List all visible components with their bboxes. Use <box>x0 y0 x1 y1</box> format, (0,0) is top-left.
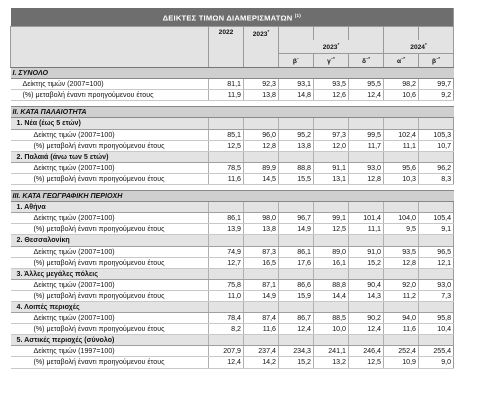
subsection-row <box>11 202 454 213</box>
subsection-blank-cell <box>314 235 349 246</box>
value-cell-q3-2023: 10,0 <box>314 324 349 335</box>
subsection-blank-cell <box>384 235 419 246</box>
section-title: II. ΚΑΤΑ ΠΑΛΑΙΟΤΗΤΑ <box>11 107 454 118</box>
table-row <box>11 290 454 301</box>
subsection-blank-cell <box>419 118 454 129</box>
subsection-blank-cell <box>279 118 314 129</box>
header-row-years <box>11 26 454 40</box>
value-cell-q3-2023: 99,1 <box>314 213 349 224</box>
value-cell-q1-2024: 10,9 <box>384 357 419 368</box>
value-cell-q2-2024: 105,4 <box>419 213 454 224</box>
table-row <box>11 313 454 324</box>
value-cell-q2-2023: 86,7 <box>279 313 314 324</box>
table-row <box>11 173 454 184</box>
subsection-blank-cell <box>349 301 384 312</box>
header-blank <box>11 26 209 40</box>
subsection-blank-cell <box>384 335 419 346</box>
subsection-blank-cell <box>244 118 279 129</box>
subsection-blank-cell <box>209 268 244 279</box>
value-cell-q2-2024: 7,3 <box>419 290 454 301</box>
value-cell-q2-2024: 96,5 <box>419 246 454 257</box>
value-cell-q1-2024: 94,0 <box>384 313 419 324</box>
apartment-price-index-table <box>10 8 454 369</box>
value-cell-q2-2024: 95,8 <box>419 313 454 324</box>
value-cell-2022: 11,6 <box>209 173 244 184</box>
table-title-text: ΔΕΙΚΤΕΣ ΤΙΜΩΝ ΔΙΑΜΕΡΙΣΜΑΤΩΝ <box>162 13 293 23</box>
value-cell-2022: 8,2 <box>209 324 244 335</box>
header-blank-q1 <box>384 26 419 40</box>
subsection-blank-cell <box>384 301 419 312</box>
section-title: III. ΚΑΤΑ ΓΕΩΓΡΑΦΙΚΗ ΠΕΡΙΟΧΗ <box>11 191 454 202</box>
value-cell-q4-2023: 246,4 <box>349 346 384 357</box>
value-cell-q4-2023: 11,7 <box>349 140 384 151</box>
subsection-blank-cell <box>209 202 244 213</box>
value-cell-q4-2023: 12,8 <box>349 173 384 184</box>
value-cell-q3-2023: 93,5 <box>314 79 349 90</box>
value-cell-q1-2024: 9,5 <box>384 224 419 235</box>
subsection-blank-cell <box>279 151 314 162</box>
subsection-blank-cell <box>349 235 384 246</box>
header-group-2023-note: * <box>337 41 340 47</box>
value-cell-q3-2023: 88,8 <box>314 279 349 290</box>
value-cell-q3-2023: 12,5 <box>314 224 349 235</box>
price-index-table-container <box>10 8 453 369</box>
header-quarter-note: * <box>368 55 370 61</box>
value-cell-q2-2023: 96,7 <box>279 213 314 224</box>
header-blank-2023 <box>244 53 279 67</box>
subsection-blank-cell <box>209 151 244 162</box>
subsection-row <box>11 235 454 246</box>
value-cell-q2-2023: 15,9 <box>279 290 314 301</box>
row-label: Δείκτης τιμών (1997=100) <box>11 346 209 357</box>
subsection-blank-cell <box>384 202 419 213</box>
row-label: Δείκτης τιμών (2007=100) <box>11 279 209 290</box>
table-row <box>11 346 454 357</box>
subsection-blank-cell <box>244 301 279 312</box>
header-group-2024 <box>384 40 454 54</box>
subsection-blank-cell <box>314 301 349 312</box>
value-cell-2023: 16,5 <box>244 257 279 268</box>
row-label: (%) μεταβολή έναντι προηγούμενου έτους <box>11 140 209 151</box>
value-cell-q2-2023: 14,9 <box>279 224 314 235</box>
value-cell-2022: 85,1 <box>209 129 244 140</box>
value-cell-q3-2023: 12,0 <box>314 140 349 151</box>
subsection-blank-cell <box>419 268 454 279</box>
subsection-row <box>11 268 454 279</box>
value-cell-q3-2023: 88,5 <box>314 313 349 324</box>
subsection-blank-cell <box>279 202 314 213</box>
value-cell-q4-2023: 93,0 <box>349 162 384 173</box>
value-cell-q3-2023: 91,1 <box>314 162 349 173</box>
value-cell-q4-2023: 95,5 <box>349 79 384 90</box>
table-row <box>11 224 454 235</box>
table-row <box>11 213 454 224</box>
header-blank-q4 <box>349 26 384 40</box>
value-cell-q1-2024: 93,5 <box>384 246 419 257</box>
row-label: (%) μεταβολή έναντι προηγούμενου έτους <box>11 173 209 184</box>
subsection-blank-cell <box>419 151 454 162</box>
value-cell-q1-2024: 102,4 <box>384 129 419 140</box>
section-by-region <box>11 191 454 202</box>
subsection-blank-cell <box>419 235 454 246</box>
table-title-row <box>11 8 454 26</box>
row-label: (%) μεταβολή έναντι προηγούμενου έτους <box>11 324 209 335</box>
subsection-blank-cell <box>419 301 454 312</box>
header-quarter-q4-2023 <box>349 53 384 67</box>
subsection-blank-cell <box>209 335 244 346</box>
value-cell-q1-2024: 11,6 <box>384 324 419 335</box>
value-cell-q4-2023: 15,2 <box>349 257 384 268</box>
subsection-row <box>11 151 454 162</box>
subsection-blank-cell <box>349 335 384 346</box>
subsection-blank-cell <box>244 268 279 279</box>
header-quarter-q3-2023 <box>314 53 349 67</box>
header-year-2023-note: * <box>267 28 270 34</box>
value-cell-q2-2024: 12,1 <box>419 257 454 268</box>
value-cell-2023: 96,0 <box>244 129 279 140</box>
value-cell-q2-2024: 9,1 <box>419 224 454 235</box>
subsection-row <box>11 118 454 129</box>
value-cell-q1-2024: 10,6 <box>384 90 419 101</box>
value-cell-q3-2023: 14,4 <box>314 290 349 301</box>
value-cell-2023: 87,1 <box>244 279 279 290</box>
value-cell-2023: 13,8 <box>244 90 279 101</box>
value-cell-2022: 78,5 <box>209 162 244 173</box>
value-cell-2022: 207,9 <box>209 346 244 357</box>
value-cell-q4-2023: 12,4 <box>349 324 384 335</box>
header-blank-q3 <box>314 26 349 40</box>
value-cell-q2-2023: 15,5 <box>279 173 314 184</box>
value-cell-q4-2023: 90,4 <box>349 279 384 290</box>
value-cell-2023: 87,3 <box>244 246 279 257</box>
value-cell-q3-2023: 16,1 <box>314 257 349 268</box>
subsection-title: 2. Θεσσαλονίκη <box>11 235 209 246</box>
row-label: (%) μεταβολή έναντι προηγούμενου έτους <box>11 257 209 268</box>
value-cell-2023: 89,9 <box>244 162 279 173</box>
header-blank <box>11 40 209 54</box>
subsection-blank-cell <box>244 235 279 246</box>
row-label: (%) μεταβολή έναντι προηγούμενου έτους <box>11 290 209 301</box>
value-cell-q2-2023: 86,6 <box>279 279 314 290</box>
value-cell-2022: 78,4 <box>209 313 244 324</box>
value-cell-2022: 11,9 <box>209 90 244 101</box>
value-cell-2023: 87,4 <box>244 313 279 324</box>
header-year-2023 <box>244 26 279 40</box>
header-group-2024-note: * <box>424 41 427 47</box>
value-cell-q4-2023: 11,1 <box>349 224 384 235</box>
header-blank-2023 <box>244 40 279 54</box>
value-cell-q4-2023: 99,5 <box>349 129 384 140</box>
value-cell-2022: 12,4 <box>209 357 244 368</box>
value-cell-2023: 14,5 <box>244 173 279 184</box>
header-quarter-label: α΄ <box>396 58 404 66</box>
header-year-2022: 2022 <box>209 26 244 40</box>
header-quarter-note: * <box>403 55 406 61</box>
subsection-title: 1. Αθήνα <box>11 202 209 213</box>
value-cell-q1-2024: 11,2 <box>384 290 419 301</box>
subsection-title: 1. Νέα (έως 5 ετών) <box>11 118 209 129</box>
subsection-blank-cell <box>384 268 419 279</box>
value-cell-q2-2024: 96,2 <box>419 162 454 173</box>
value-cell-q2-2023: 12,4 <box>279 324 314 335</box>
row-label: (%) μεταβολή έναντι προηγούμενου έτους <box>11 357 209 368</box>
value-cell-q4-2023: 90,2 <box>349 313 384 324</box>
subsection-blank-cell <box>279 301 314 312</box>
value-cell-2023: 14,9 <box>244 290 279 301</box>
table-row <box>11 140 454 151</box>
header-row-quarters <box>11 53 454 67</box>
subsection-blank-cell <box>349 118 384 129</box>
subsection-blank-cell <box>209 118 244 129</box>
value-cell-q2-2024: 10,7 <box>419 140 454 151</box>
table-title-footnote: (1) <box>294 13 301 18</box>
header-quarter-label: β΄ <box>432 58 439 66</box>
row-label: Δείκτης τιμών (2007=100) <box>11 213 209 224</box>
subsection-blank-cell <box>314 151 349 162</box>
value-cell-q1-2024: 12,8 <box>384 257 419 268</box>
table-row <box>11 279 454 290</box>
row-label: Δείκτης τιμών (2007=100) <box>11 79 209 90</box>
table-row <box>11 246 454 257</box>
value-cell-q2-2024: 10,4 <box>419 324 454 335</box>
row-label: Δείκτης τιμών (2007=100) <box>11 246 209 257</box>
value-cell-q3-2023: 241,1 <box>314 346 349 357</box>
value-cell-q2-2024: 8,3 <box>419 173 454 184</box>
subsection-blank-cell <box>384 151 419 162</box>
subsection-blank-cell <box>314 268 349 279</box>
value-cell-q2-2024: 105,3 <box>419 129 454 140</box>
subsection-title: 4. Λοιπές περιοχές <box>11 301 209 312</box>
table-row <box>11 129 454 140</box>
subsection-blank-cell <box>419 202 454 213</box>
subsection-title: 2. Παλαιά (άνω των 5 ετών) <box>11 151 209 162</box>
table-row <box>11 324 454 335</box>
value-cell-q4-2023: 12,4 <box>349 90 384 101</box>
value-cell-2022: 11,0 <box>209 290 244 301</box>
header-blank <box>11 53 209 67</box>
section-by-age <box>11 107 454 118</box>
value-cell-q1-2024: 98,2 <box>384 79 419 90</box>
header-blank-q2b <box>419 26 454 40</box>
table-row <box>11 357 454 368</box>
header-quarter-note: * <box>333 55 335 61</box>
value-cell-2023: 14,2 <box>244 357 279 368</box>
value-cell-q2-2023: 15,2 <box>279 357 314 368</box>
table-row <box>11 79 454 90</box>
value-cell-q1-2024: 11,1 <box>384 140 419 151</box>
value-cell-q2-2023: 13,8 <box>279 140 314 151</box>
value-cell-q3-2023: 13,1 <box>314 173 349 184</box>
value-cell-2023: 92,3 <box>244 79 279 90</box>
value-cell-q2-2023: 93,1 <box>279 79 314 90</box>
row-label: Δείκτης τιμών (2007=100) <box>11 313 209 324</box>
subsection-blank-cell <box>349 268 384 279</box>
header-blank-2022 <box>209 40 244 54</box>
row-label: Δείκτης τιμών (2007=100) <box>11 162 209 173</box>
table-row <box>11 90 454 101</box>
section-total <box>11 68 454 79</box>
value-cell-q1-2024: 10,3 <box>384 173 419 184</box>
value-cell-2023: 11,6 <box>244 324 279 335</box>
subsection-title: 5. Αστικές περιοχές (σύνολο) <box>11 335 209 346</box>
subsection-blank-cell <box>314 202 349 213</box>
value-cell-2022: 86,1 <box>209 213 244 224</box>
value-cell-q2-2023: 95,2 <box>279 129 314 140</box>
value-cell-2022: 75,8 <box>209 279 244 290</box>
value-cell-2022: 12,7 <box>209 257 244 268</box>
value-cell-q3-2023: 89,0 <box>314 246 349 257</box>
value-cell-2022: 74,9 <box>209 246 244 257</box>
value-cell-2023: 98,0 <box>244 213 279 224</box>
value-cell-2023: 13,8 <box>244 224 279 235</box>
subsection-blank-cell <box>209 301 244 312</box>
value-cell-q2-2023: 14,8 <box>279 90 314 101</box>
subsection-blank-cell <box>349 151 384 162</box>
header-quarter-q2-2023 <box>279 53 314 67</box>
row-label: Δείκτης τιμών (2007=100) <box>11 129 209 140</box>
header-quarter-label: γ΄ <box>327 58 334 66</box>
subsection-blank-cell <box>279 335 314 346</box>
header-quarter-label: δ΄ <box>362 58 369 66</box>
value-cell-q4-2023: 12,5 <box>349 357 384 368</box>
value-cell-2023: 237,4 <box>244 346 279 357</box>
subsection-blank-cell <box>314 118 349 129</box>
subsection-row <box>11 301 454 312</box>
header-blank-q2 <box>279 26 314 40</box>
subsection-title: 3. Άλλες μεγάλες πόλεις <box>11 268 209 279</box>
subsection-blank-cell <box>209 235 244 246</box>
table-row <box>11 162 454 173</box>
value-cell-2022: 81,1 <box>209 79 244 90</box>
subsection-blank-cell <box>244 151 279 162</box>
subsection-blank-cell <box>419 335 454 346</box>
subsection-blank-cell <box>244 202 279 213</box>
value-cell-2022: 13,9 <box>209 224 244 235</box>
subsection-blank-cell <box>384 118 419 129</box>
value-cell-q2-2024: 9,0 <box>419 357 454 368</box>
table-row <box>11 257 454 268</box>
value-cell-q2-2023: 88,8 <box>279 162 314 173</box>
header-quarter-label: β΄ <box>292 58 300 66</box>
subsection-blank-cell <box>244 335 279 346</box>
header-group-2024-text: 2024 <box>410 43 425 51</box>
subsection-blank-cell <box>349 202 384 213</box>
subsection-row <box>11 335 454 346</box>
value-cell-q1-2024: 252,4 <box>384 346 419 357</box>
value-cell-q2-2023: 234,3 <box>279 346 314 357</box>
value-cell-q2-2024: 9,2 <box>419 90 454 101</box>
value-cell-q1-2024: 104,0 <box>384 213 419 224</box>
header-quarter-q2-2024 <box>419 53 454 67</box>
value-cell-q4-2023: 101,4 <box>349 213 384 224</box>
value-cell-q3-2023: 13,2 <box>314 357 349 368</box>
value-cell-q4-2023: 14,3 <box>349 290 384 301</box>
value-cell-q2-2024: 99,7 <box>419 79 454 90</box>
row-label: (%) μεταβολή έναντι προηγούμενου έτους <box>11 224 209 235</box>
section-title: I. ΣΥΝΟΛΟ <box>11 68 454 79</box>
header-year-2023-text: 2023 <box>252 30 268 38</box>
row-label: (%) μεταβολή έναντι προηγούμενου έτους <box>11 90 209 101</box>
value-cell-q3-2023: 12,6 <box>314 90 349 101</box>
header-quarter-note: * <box>438 55 441 61</box>
value-cell-q1-2024: 95,6 <box>384 162 419 173</box>
header-group-2023-text: 2023 <box>322 43 338 51</box>
subsection-blank-cell <box>279 235 314 246</box>
subsection-blank-cell <box>279 268 314 279</box>
subsection-blank-cell <box>314 335 349 346</box>
value-cell-q3-2023: 97,3 <box>314 129 349 140</box>
header-quarter-q1-2024 <box>384 53 419 67</box>
value-cell-2022: 12,5 <box>209 140 244 151</box>
value-cell-q1-2024: 92,0 <box>384 279 419 290</box>
value-cell-q4-2023: 91,0 <box>349 246 384 257</box>
header-group-2023 <box>279 40 384 54</box>
value-cell-q2-2024: 93,0 <box>419 279 454 290</box>
header-blank-2022 <box>209 53 244 67</box>
value-cell-q2-2024: 255,4 <box>419 346 454 357</box>
header-row-groups <box>11 40 454 54</box>
value-cell-q2-2023: 86,1 <box>279 246 314 257</box>
value-cell-2023: 12,8 <box>244 140 279 151</box>
value-cell-q2-2023: 17,6 <box>279 257 314 268</box>
table-title <box>11 8 454 26</box>
